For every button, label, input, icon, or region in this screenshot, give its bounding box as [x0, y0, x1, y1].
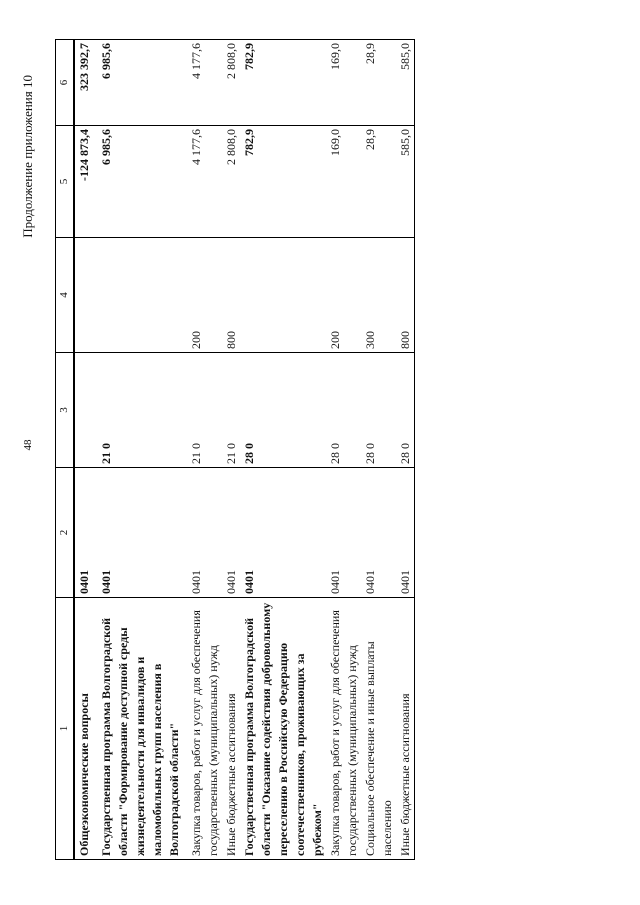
- program-code: 28 0: [326, 353, 361, 468]
- table-row: [240, 40, 326, 860]
- table-row: [326, 40, 361, 860]
- table-row: [396, 40, 415, 860]
- section-code: 0401: [396, 468, 415, 598]
- program-code: 28 0: [396, 353, 415, 468]
- appendix-label: Продолжение приложения 10: [20, 75, 35, 238]
- program-code: 21 0: [97, 353, 183, 468]
- expense-type-code: [240, 238, 326, 353]
- amount-total: 6 985,6: [97, 40, 183, 126]
- expense-type-code: [74, 238, 93, 353]
- program-code: 21 0: [222, 353, 240, 468]
- amount-change: 28,9: [361, 126, 396, 238]
- amount-total: 169,0: [326, 40, 361, 126]
- row-name: Закупка товаров, работ и услуг для обеспечения государственных (муниципальных) нужд: [326, 598, 361, 860]
- table-row: [74, 40, 93, 860]
- column-number: 4: [56, 238, 75, 353]
- program-code: 28 0: [240, 353, 326, 468]
- column-number: 1: [56, 598, 75, 860]
- table-row: [222, 40, 240, 860]
- row-name: Общеэкономические вопросы: [74, 598, 93, 860]
- table-row: [187, 40, 222, 860]
- section-code: 0401: [97, 468, 183, 598]
- amount-change: 585,0: [396, 126, 415, 238]
- amount-change: 6 985,6: [97, 126, 183, 238]
- column-number: 5: [56, 126, 75, 238]
- amount-change: 2 808,0: [222, 126, 240, 238]
- amount-change: 782,9: [240, 126, 326, 238]
- section-code: 0401: [326, 468, 361, 598]
- row-name: Социальное обеспечение и иные выплаты населению: [361, 598, 396, 860]
- amount-total: 28,9: [361, 40, 396, 126]
- amount-total: 782,9: [240, 40, 326, 126]
- expense-type-code: 800: [396, 238, 415, 353]
- row-name: Государственная программа Волгоградской области "Формирование доступной среды жизнедеятельности для инвалидов и маломобильных групп населения в Волгоградской области": [97, 598, 183, 860]
- expense-type-code: 200: [187, 238, 222, 353]
- amount-total: 4 177,6: [187, 40, 222, 126]
- budget-table: [55, 39, 415, 860]
- amount-change: 4 177,6: [187, 126, 222, 238]
- column-number: 3: [56, 353, 75, 468]
- expense-type-code: [97, 238, 183, 353]
- page-number: 48: [22, 439, 34, 451]
- amount-total: 2 808,0: [222, 40, 240, 126]
- column-number: 6: [56, 40, 75, 126]
- section-code: 0401: [240, 468, 326, 598]
- section-code: 0401: [361, 468, 396, 598]
- amount-total: 585,0: [396, 40, 415, 126]
- column-number-row: [56, 40, 75, 860]
- row-name: Иные бюджетные ассигнования: [222, 598, 240, 860]
- amount-total: 323 392,7: [74, 40, 93, 126]
- expense-type-code: 800: [222, 238, 240, 353]
- expense-type-code: 300: [361, 238, 396, 353]
- program-code: 21 0: [187, 353, 222, 468]
- row-name: Государственная программа Волгоградской области "Оказание содействия добровольному переселению в Российскую Федерацию соотечественников, проживающих за рубежом": [240, 598, 326, 860]
- amount-change: -124 873,4: [74, 126, 93, 238]
- program-code: 28 0: [361, 353, 396, 468]
- table-row: [97, 40, 183, 860]
- row-name: Иные бюджетные ассигнования: [396, 598, 415, 860]
- row-name: Закупка товаров, работ и услуг для обеспечения государственных (муниципальных) нужд: [187, 598, 222, 860]
- section-code: 0401: [187, 468, 222, 598]
- table-row: [361, 40, 396, 860]
- expense-type-code: 200: [326, 238, 361, 353]
- column-number: 2: [56, 468, 75, 598]
- section-code: 0401: [74, 468, 93, 598]
- program-code: [74, 353, 93, 468]
- amount-change: 169,0: [326, 126, 361, 238]
- section-code: 0401: [222, 468, 240, 598]
